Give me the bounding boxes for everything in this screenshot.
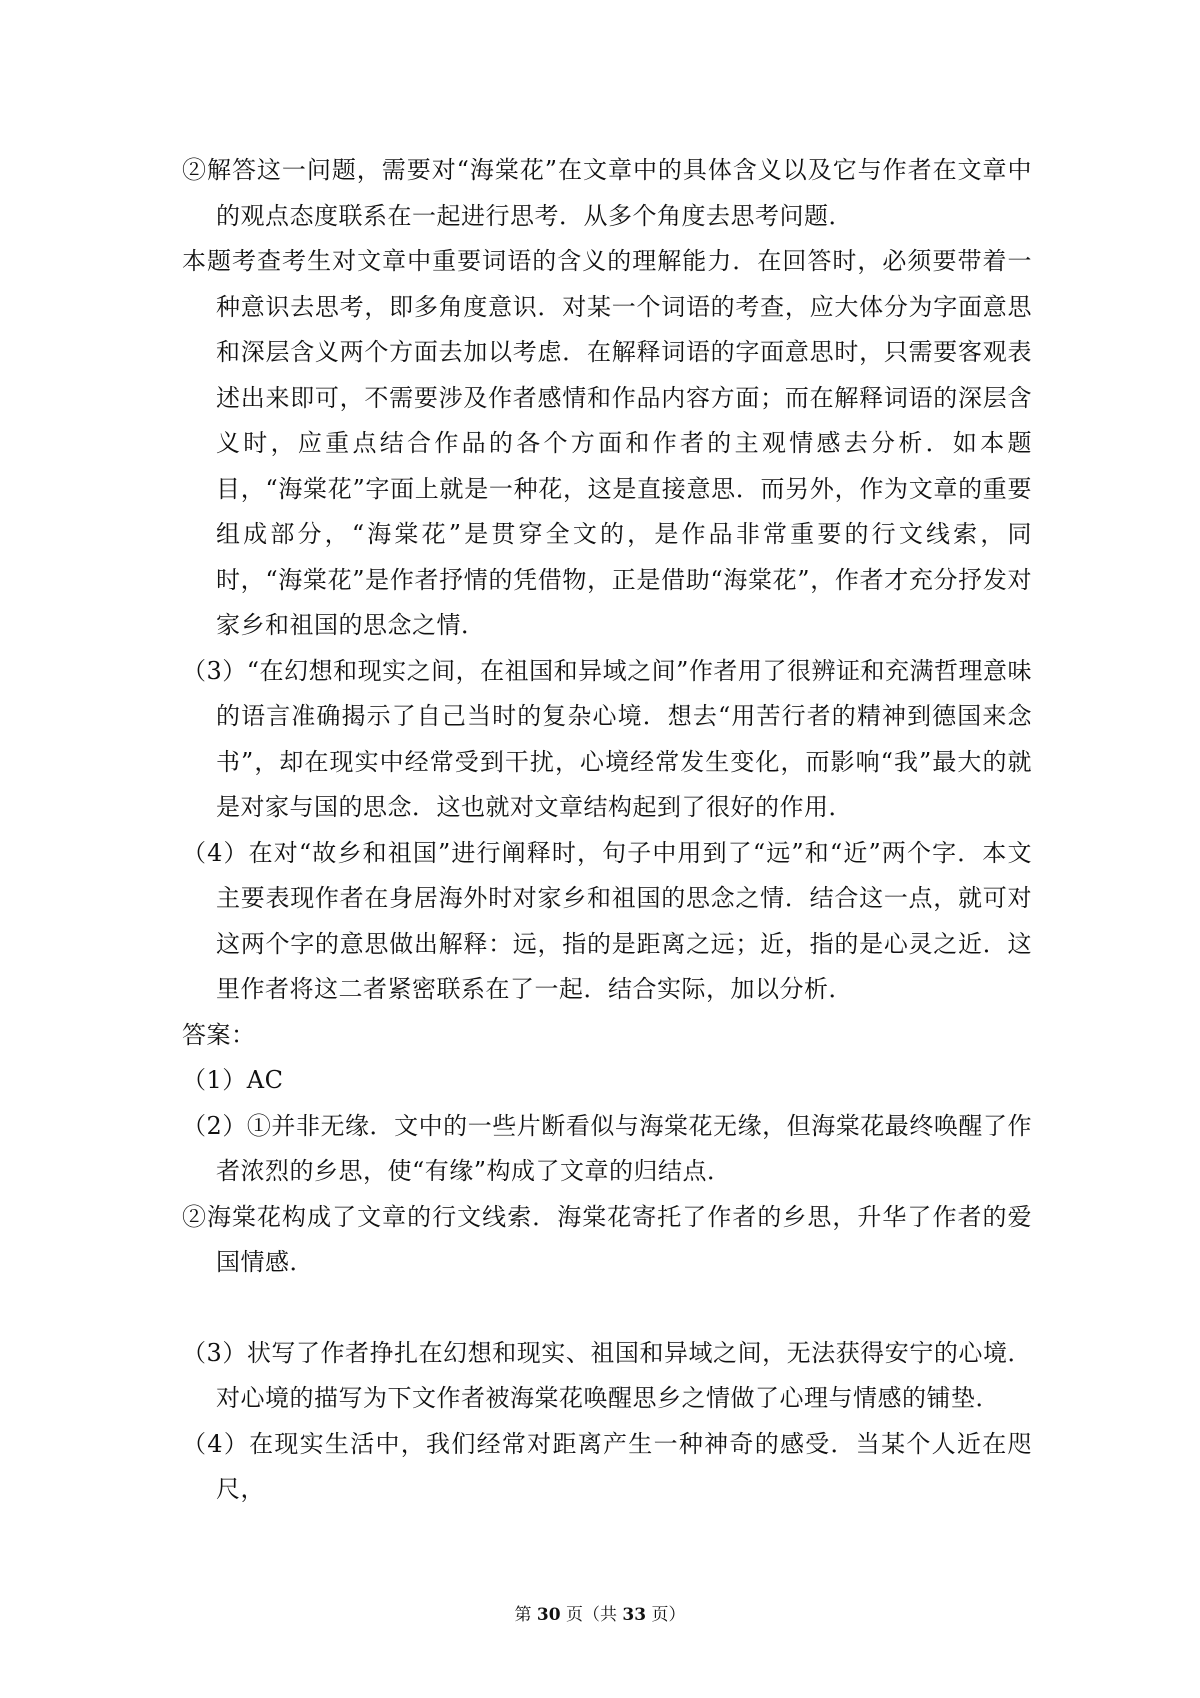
answer-3: （3）状写了作者挣扎在幻想和现实、祖国和异域之间，无法获得安宁的心境．对心境的描写为下文作者被海棠花唤醒思乡之情做了心理与情感的铺垫． <box>182 1338 1032 1412</box>
footer-prefix: 第 <box>514 1605 537 1625</box>
answer-4: （4）在现实生活中，我们经常对距离产生一种神奇的感受．当某个人近在咫尺， <box>182 1429 1032 1503</box>
page-body <box>182 148 1032 1513</box>
footer-page-number: 30 <box>536 1605 561 1625</box>
answer-2-point-2: ②海棠花构成了文章的行文线索．海棠花寄托了作者的乡思，升华了作者的爱国情感． <box>182 1202 1032 1276</box>
footer-middle: 页（共 <box>560 1605 623 1625</box>
page-footer <box>0 1600 1200 1625</box>
paragraph-analysis-2-explanation: 本题考查考生对文章中重要词语的含义的理解能力．在回答时，必须要带着一种意识去思考，即多角度意识．对某一个词语的考查，应大体分为字面意思和深层含义两个方面去加以考虑．在解释词语的字面意思时，只需要客观表述出来即可，不需要涉及作者感情和作品内容方面；而在解释词语的深层含义时，应重点结合作品的各个方面和作者的主观情感去分析．如本题目，“海棠花”字面上就是一种花，这是直接意思．而另外，作为文章的重要组成部分，“海棠花”是贯穿全文的，是作品非常重要的行文线索，同时，“海棠花”是作者抒情的凭借物，正是借助“海棠花”，作者才充分抒发对家乡和祖国的思念之情． <box>182 247 1032 639</box>
answer-heading: 答案： <box>182 1020 256 1049</box>
answer-2-point-1: （2）①并非无缘．文中的一些片断看似与海棠花无缘，但海棠花最终唤醒了作者浓烈的乡思，使“有缘”构成了文章的归结点． <box>182 1111 1032 1185</box>
footer-total-pages: 33 <box>622 1605 647 1625</box>
answer-1: （1）AC <box>182 1066 284 1094</box>
footer-suffix: 页） <box>646 1605 686 1625</box>
paragraph-analysis-2-point-2: ②解答这一问题，需要对“海棠花”在文章中的具体含义以及它与作者在文章中的观点态度联系在一起进行思考．从多个角度去思考问题． <box>182 156 1032 230</box>
paragraph-analysis-4: （4）在对“故乡和祖国”进行阐释时，句子中用到了“远”和“近”两个字．本文主要表现作者在身居海外时对家乡和祖国的思念之情．结合这一点，就可对这两个字的意思做出解释：远，指的是距离之远；近，指的是心灵之近．这里作者将这二者紧密联系在了一起．结合实际，加以分析． <box>182 838 1032 1003</box>
paragraph-analysis-3: （3）“在幻想和现实之间，在祖国和异域之间”作者用了很辨证和充满哲理意味的语言准确揭示了自己当时的复杂心境．想去“用苦行者的精神到德国来念书”，却在现实中经常受到干扰，心境经常发生变化，而影响“我”最大的就是对家与国的思念．这也就对文章结构起到了很好的作用． <box>182 656 1032 821</box>
